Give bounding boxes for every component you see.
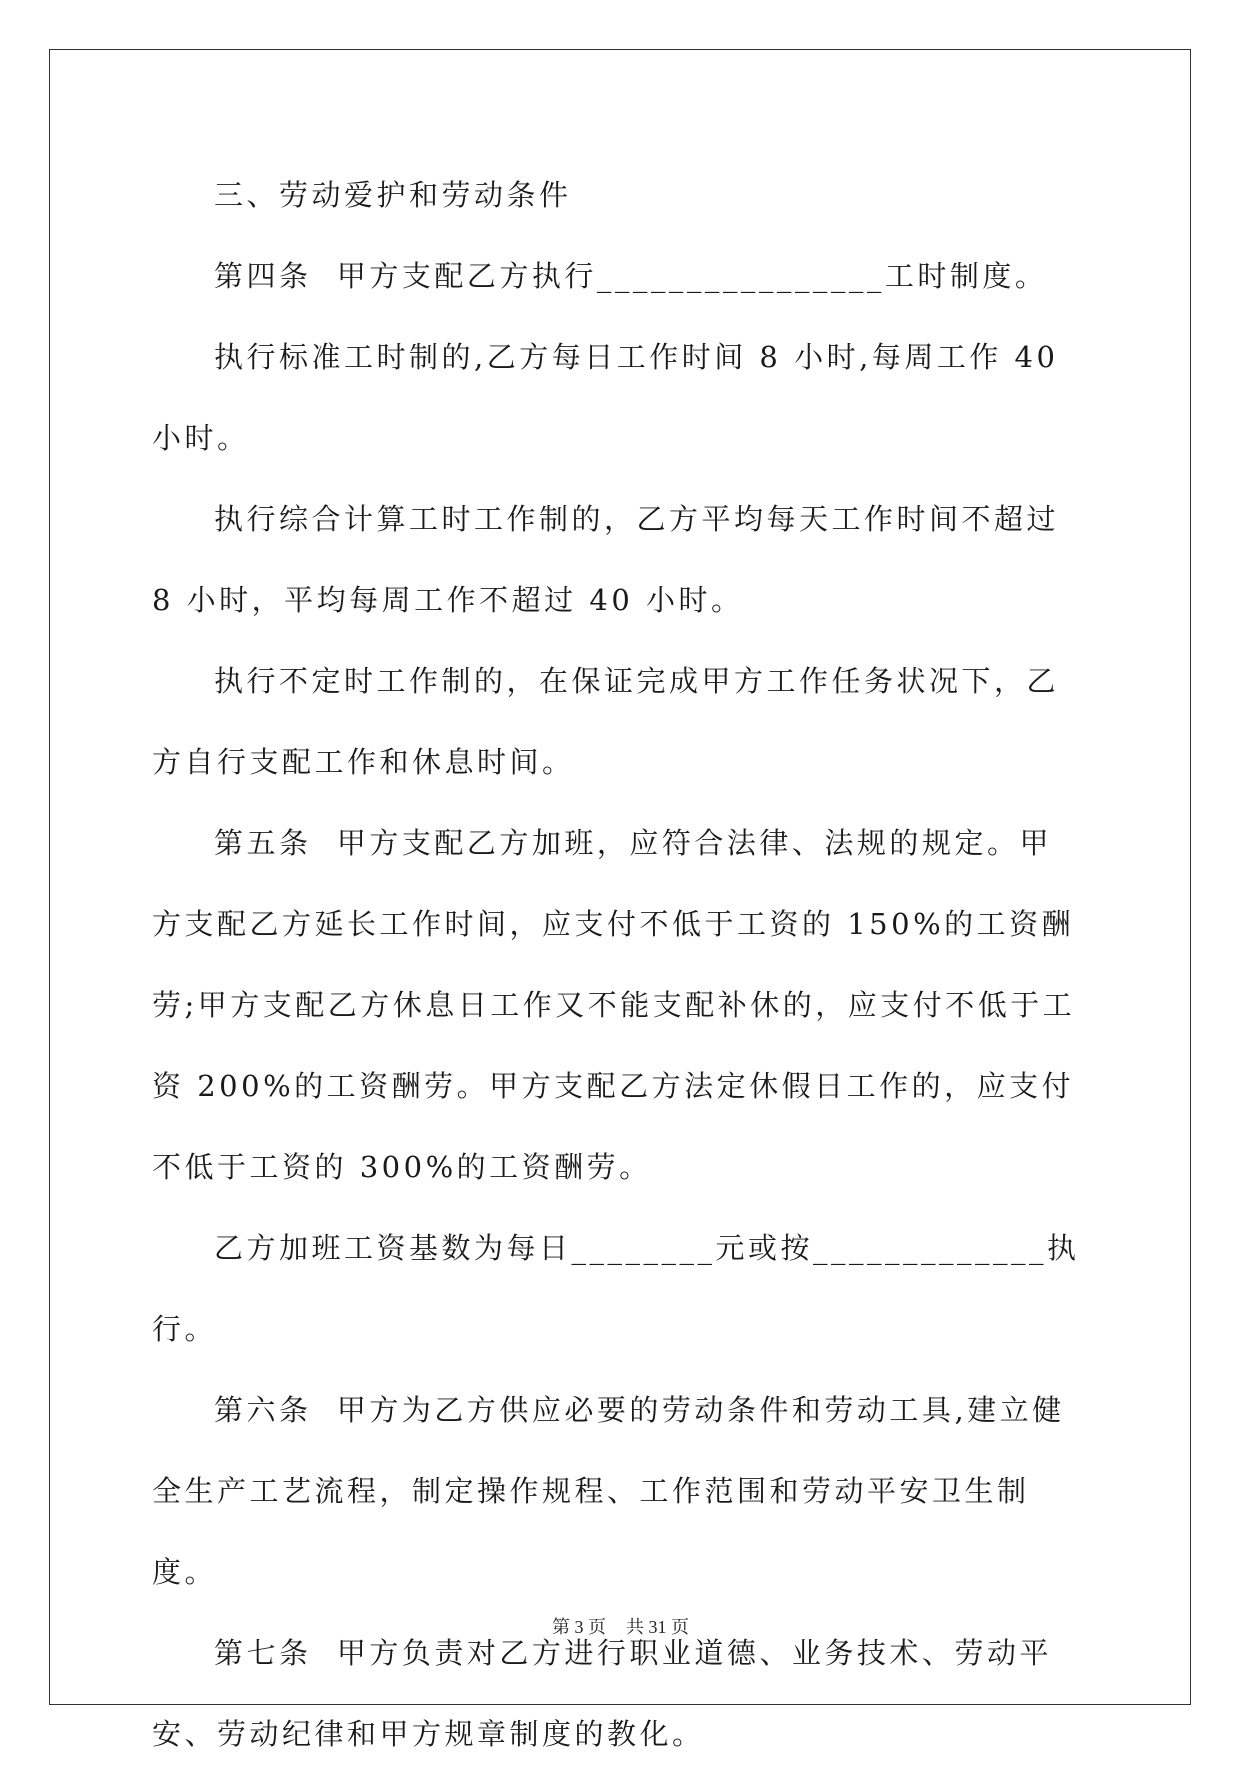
paragraph-article-6: 第六条 甲方为乙方供应必要的劳动条件和劳动工具,建立健全生产工艺流程，制定操作规程、工作范围和劳动平安卫生制度。 <box>152 1393 1065 1589</box>
paragraph-article-4: 第四条 甲方支配乙方执行________________工时制度。 <box>214 259 1048 293</box>
page-number-total: 共 31 页 <box>626 1617 689 1637</box>
section-heading: 三、劳动爱护和劳动条件 <box>214 178 572 212</box>
page-footer <box>0 1613 1241 1639</box>
paragraph-comprehensive-hours: 执行综合计算工时工作制的，乙方平均每天工作时间不超过 8 小时，平均每周工作不超过 40 小时。 <box>152 502 1072 617</box>
paragraph-article-7: 第七条 甲方负责对乙方进行职业道德、业务技术、劳动平安、劳动纪律和甲方规章制度的教化。 <box>152 1636 1052 1751</box>
paragraph-flexible-hours: 执行不定时工作制的，在保证完成甲方工作任务状况下，乙方自行支配工作和休息时间。 <box>152 664 1060 779</box>
paragraph-standard-hours: 执行标准工时制的,乙方每日工作时间 8 小时,每周工作 40 小时。 <box>152 340 1072 455</box>
page-number-current: 第 3 页 <box>552 1617 606 1637</box>
paragraph-overtime-base: 乙方加班工资基数为每日________元或按_____________执行。 <box>152 1231 1080 1346</box>
document-body <box>152 155 1084 1775</box>
paragraph-article-5: 第五条 甲方支配乙方加班，应符合法律、法规的规定。甲方支配乙方延长工作时间，应支付不低于工资的 150%的工资酬劳;甲方支配乙方休息日工作又不能支配补休的，应支付不低于工资 200%的工资酬劳。甲方支配乙方法定休假日工作的，应支付不低于工资的 300%的工资酬劳。 <box>152 826 1076 1184</box>
